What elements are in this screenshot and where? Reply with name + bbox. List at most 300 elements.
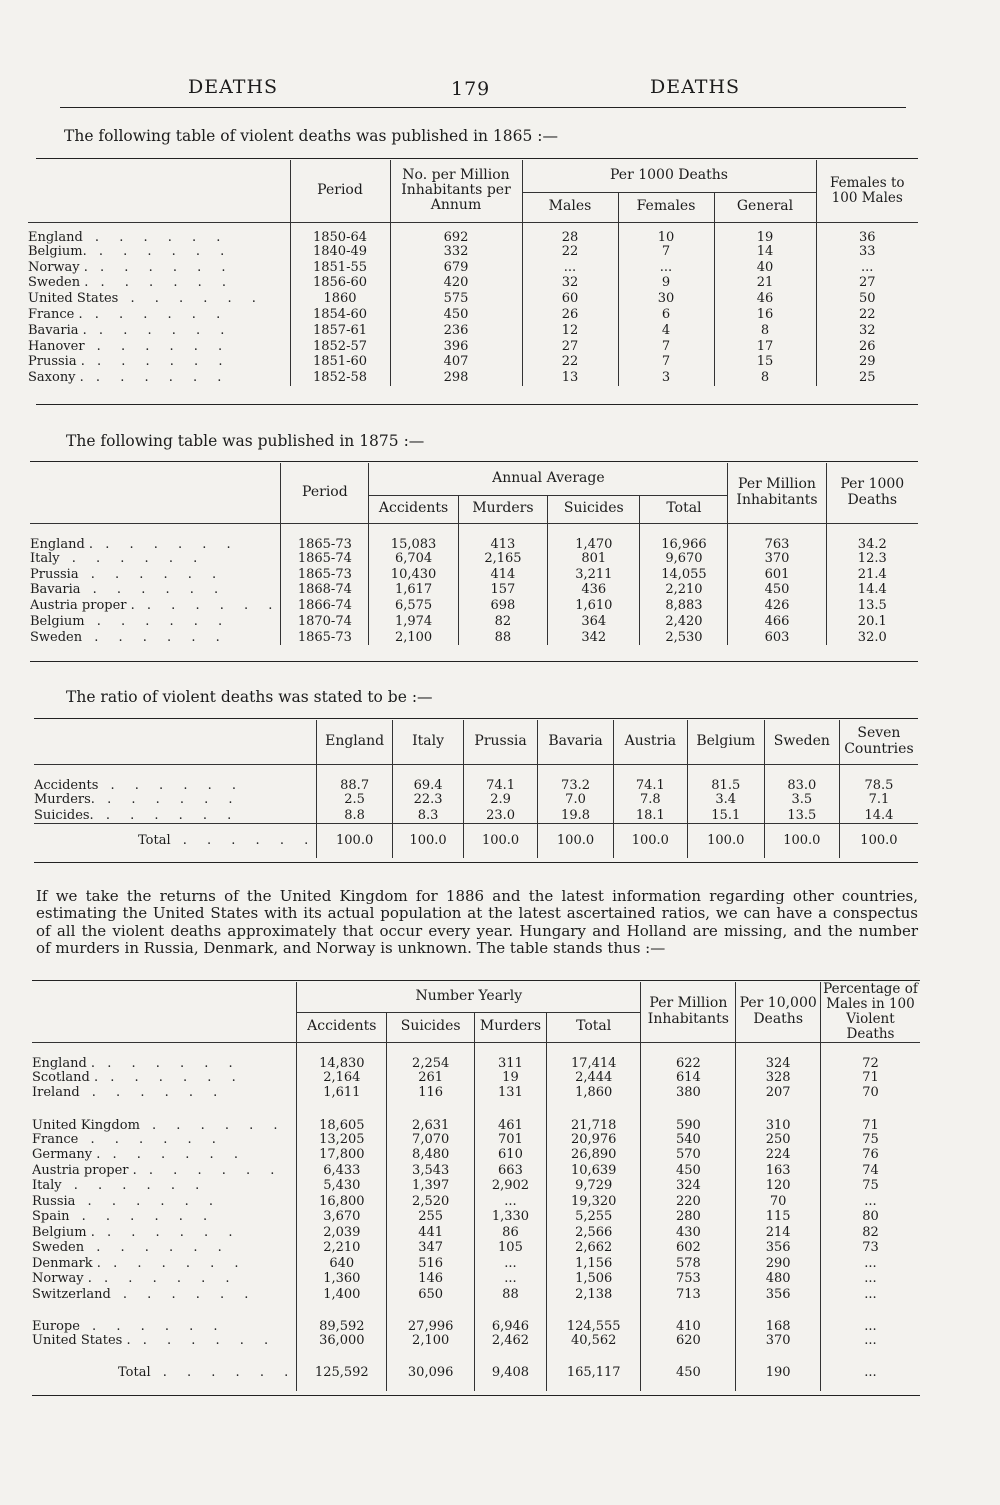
table-cell: 15 <box>714 354 816 370</box>
t1-header-period: Period <box>290 160 390 222</box>
row-label: Italy <box>30 550 60 566</box>
table-row <box>32 1163 920 1179</box>
table-cell: 396 <box>390 338 522 354</box>
table-cell: ... <box>474 1194 546 1210</box>
row-label: England <box>28 229 83 244</box>
header-rule <box>60 107 906 108</box>
table-cell: 601 <box>728 566 826 582</box>
table-cell: 2,210 <box>640 582 728 598</box>
row-label-cell <box>30 566 281 582</box>
table-cell: 3,670 <box>297 1209 387 1225</box>
table-cell: 80 <box>821 1209 921 1225</box>
row-label-cell <box>28 338 290 354</box>
table-cell: 9,670 <box>640 551 728 567</box>
table-cell: 220 <box>641 1194 736 1210</box>
table-cell: 1,400 <box>297 1287 387 1303</box>
table-cell: 311 <box>474 1042 546 1070</box>
dot-leader: . . . . . . <box>91 1271 238 1287</box>
row-label: Scotland . <box>32 1069 99 1085</box>
table-row <box>32 1287 920 1303</box>
row-label: Norway . <box>32 1271 92 1287</box>
table-cell: 2,138 <box>547 1287 641 1303</box>
table-cell: 622 <box>641 1042 736 1070</box>
table-cell: 8 <box>714 370 816 386</box>
table-row <box>32 1271 920 1287</box>
t1-header-males: Males <box>522 192 618 222</box>
row-label: United States . <box>32 1333 131 1349</box>
t1-header-per1000: Per 1000 Deaths <box>522 160 816 192</box>
t2-header-murders: Murders <box>458 495 547 523</box>
table-cell: 280 <box>641 1209 736 1225</box>
table-cell: 450 <box>728 582 826 598</box>
t4-header-accidents: Accidents <box>297 1012 387 1042</box>
table-cell: 3 <box>618 370 714 386</box>
t2-header-total: Total <box>640 495 728 523</box>
table-cell: ... <box>821 1287 921 1303</box>
table-cell: 16,966 <box>640 523 728 551</box>
table4 <box>32 982 920 1391</box>
table-row <box>28 370 918 386</box>
dot-leader: . . . . . . <box>100 1255 247 1271</box>
table-cell: 1840-49 <box>290 244 390 260</box>
row-label-cell <box>32 1302 297 1333</box>
table-cell: 1868-74 <box>281 582 369 598</box>
table3-intro: The ratio of violent deaths was stated to be :— <box>66 688 433 706</box>
row-label: Ireland <box>32 1085 80 1101</box>
row-label-cell <box>32 1225 297 1241</box>
table-cell: 3,211 <box>548 566 640 582</box>
t4-header-total: Total <box>547 1012 641 1042</box>
table-cell: 224 <box>736 1147 821 1163</box>
table3-top-rule <box>34 718 918 719</box>
table-cell: 13 <box>522 370 618 386</box>
table-cell: 2,165 <box>458 551 547 567</box>
table2-body <box>30 523 918 645</box>
row-label: United States <box>28 291 119 307</box>
table-row <box>28 354 918 370</box>
row-label-cell <box>30 551 281 567</box>
table-row <box>30 582 918 598</box>
table-cell: 12.3 <box>826 551 918 567</box>
table-cell: 78.5 <box>839 764 918 792</box>
table-cell: 570 <box>641 1147 736 1163</box>
row-label: Belgium. <box>28 243 87 259</box>
table-cell: 9,408 <box>474 1349 546 1391</box>
row-label: Germany . <box>32 1147 101 1163</box>
table-cell: 414 <box>458 566 547 582</box>
table-row <box>32 1209 920 1225</box>
table-cell: 450 <box>641 1163 736 1179</box>
table-cell: 590 <box>641 1101 736 1132</box>
table-cell: 602 <box>641 1240 736 1256</box>
table-cell: 410 <box>641 1302 736 1333</box>
table-cell: 12 <box>522 322 618 338</box>
table-cell: 663 <box>474 1163 546 1179</box>
table-cell: 100.0 <box>393 824 464 858</box>
dot-leader: . . . . . . <box>100 1147 246 1163</box>
row-label-cell <box>32 1101 297 1132</box>
t1-header-females: Females <box>618 192 714 222</box>
t1-header-general: General <box>714 192 816 222</box>
t3-header-col: Prussia <box>464 720 538 764</box>
table-cell: 105 <box>474 1240 546 1256</box>
table-cell: 13.5 <box>826 598 918 614</box>
table-cell: 1,397 <box>387 1178 475 1194</box>
table-cell: 1,610 <box>548 598 640 614</box>
table-cell: 163 <box>736 1163 821 1179</box>
row-label-cell <box>32 1349 297 1391</box>
table-cell: 3.4 <box>687 792 764 808</box>
t2-header-annual-average: Annual Average <box>369 463 728 495</box>
table-cell: 33 <box>816 244 918 260</box>
table-cell: 75 <box>821 1132 921 1148</box>
table-row <box>32 1333 920 1349</box>
row-label: Austria proper . <box>30 598 135 614</box>
table-cell: 14,055 <box>640 566 728 582</box>
table-cell: 347 <box>387 1240 475 1256</box>
table-cell: 2,444 <box>547 1070 641 1086</box>
dot-leader: . . . . . . <box>118 291 264 307</box>
table-cell: 2,100 <box>387 1333 475 1349</box>
table-cell: 2,420 <box>640 614 728 630</box>
table1-top-rule <box>36 158 918 159</box>
table-row <box>32 1042 920 1070</box>
table-cell: 20.1 <box>826 614 918 630</box>
t2-header-suicides: Suicides <box>548 495 640 523</box>
row-label: Saxony . <box>28 370 84 386</box>
table-row <box>28 338 918 354</box>
t1-header-million: No. per Million Inhabitants per Annum <box>390 160 522 222</box>
dot-leader: . . . . . . <box>79 1085 226 1101</box>
row-label: England . <box>30 536 94 551</box>
table-cell: 16 <box>714 307 816 323</box>
table-cell: 73.2 <box>538 764 614 792</box>
row-label: Total <box>138 833 171 849</box>
table-cell: 603 <box>728 629 826 645</box>
t3-header-col: Italy <box>393 720 464 764</box>
t3-header-col: Bavaria <box>538 720 614 764</box>
dot-leader: . . . . . . <box>79 1319 226 1333</box>
table-cell: 261 <box>387 1070 475 1086</box>
row-label-cell <box>34 764 317 792</box>
table-row <box>32 1101 920 1132</box>
row-label-cell <box>32 1178 297 1194</box>
table2-top-rule <box>30 461 918 462</box>
row-label: Russia <box>32 1193 76 1209</box>
dot-leader: . . . . . . <box>95 1055 241 1070</box>
dot-leader: . . . . . . <box>170 833 317 849</box>
row-label-cell <box>28 222 290 244</box>
table-row <box>28 259 918 275</box>
table-cell: 10 <box>618 222 714 244</box>
t3-header-col: Seven Countries <box>839 720 918 764</box>
table-cell: 620 <box>641 1333 736 1349</box>
table-cell: 69.4 <box>393 764 464 792</box>
row-label: Belgium . <box>32 1224 95 1240</box>
table-cell: 14.4 <box>826 582 918 598</box>
table-row <box>28 307 918 323</box>
table-cell: 1,611 <box>297 1085 387 1101</box>
table-cell: 1852-58 <box>290 370 390 386</box>
table-cell: 22 <box>816 307 918 323</box>
table-cell: 157 <box>458 582 547 598</box>
row-label-cell <box>32 1240 297 1256</box>
table-cell: 2.9 <box>464 792 538 808</box>
table-cell: 70 <box>736 1194 821 1210</box>
table-cell: 40,562 <box>547 1333 641 1349</box>
dot-leader: . . . . . . <box>130 1333 277 1349</box>
t4-header-number-yearly: Number Yearly <box>297 982 641 1012</box>
dot-leader: . . . . . . <box>134 598 281 614</box>
table-cell: ... <box>618 259 714 275</box>
dot-leader: . . . . . . <box>84 338 231 354</box>
table-cell: 60 <box>522 291 618 307</box>
t1-header-females-to-males: Females to 100 Males <box>816 160 918 222</box>
row-label-cell <box>28 354 290 370</box>
row-label: Sweden <box>30 629 83 645</box>
t4-header-murders: Murders <box>474 1012 546 1042</box>
table4-bottom-rule <box>32 1395 920 1396</box>
table-cell: 7 <box>618 244 714 260</box>
row-label-cell <box>28 259 290 275</box>
t4-header-suicides: Suicides <box>387 1012 475 1042</box>
table-cell: 32.0 <box>826 629 918 645</box>
table-cell: 40 <box>714 259 816 275</box>
table1-body <box>28 222 918 386</box>
table-cell: 324 <box>641 1178 736 1194</box>
t2-header-accidents: Accidents <box>369 495 458 523</box>
dot-leader: . . . . . . <box>59 550 206 566</box>
table-cell: 801 <box>548 551 640 567</box>
table-cell: 610 <box>474 1147 546 1163</box>
table-cell: 1,974 <box>369 614 458 630</box>
table-cell: 332 <box>390 244 522 260</box>
row-label-cell <box>28 275 290 291</box>
dot-leader: . . . . . . <box>93 536 239 551</box>
table-cell: 19,320 <box>547 1194 641 1210</box>
table-cell: ... <box>821 1271 921 1287</box>
table-cell: 22 <box>522 354 618 370</box>
table-cell: 2,631 <box>387 1101 475 1132</box>
t3-header-col: England <box>317 720 393 764</box>
table-cell: 8.8 <box>317 808 393 824</box>
row-label-cell <box>32 1070 297 1086</box>
table-cell: 8,883 <box>640 598 728 614</box>
table-cell: 190 <box>736 1349 821 1391</box>
dot-leader: . . . . . . <box>69 1209 216 1225</box>
table-cell: 1,360 <box>297 1271 387 1287</box>
table-cell: 21 <box>714 275 816 291</box>
row-label: France . <box>28 307 83 323</box>
table4-body <box>32 1042 920 1391</box>
row-label: France <box>32 1131 79 1147</box>
table-cell: 74 <box>821 1163 921 1179</box>
paragraph-line: of all the violent deaths approximately that occur every year. Hungary and Holland are missing, and the number <box>36 921 918 940</box>
table-cell: 255 <box>387 1209 475 1225</box>
table-cell: 763 <box>728 523 826 551</box>
table-cell: 1866-74 <box>281 598 369 614</box>
table-cell: 380 <box>641 1085 736 1101</box>
row-label-cell <box>34 824 317 858</box>
dot-leader: . . . . . . <box>87 259 234 275</box>
table-cell: 698 <box>458 598 547 614</box>
table-cell: 25 <box>816 370 918 386</box>
table-cell: 3,543 <box>387 1163 475 1179</box>
table-cell: 1,156 <box>547 1256 641 1272</box>
table1-intro: The following table of violent deaths was published in 1865 :— <box>64 127 559 145</box>
table-cell: 168 <box>736 1302 821 1333</box>
table-cell: 6,433 <box>297 1163 387 1179</box>
table-row <box>30 598 918 614</box>
table-row <box>30 523 918 551</box>
table-cell: 290 <box>736 1256 821 1272</box>
row-label-cell <box>34 808 317 824</box>
t4-header-pct-males: Percentage of Males in 100 Violent Deaths <box>821 982 921 1042</box>
table-cell: 356 <box>736 1287 821 1303</box>
table-cell: 30,096 <box>387 1349 475 1391</box>
dot-leader: . . . . . . <box>61 1178 208 1194</box>
table-cell: 32 <box>522 275 618 291</box>
table-cell: 1,506 <box>547 1271 641 1287</box>
table-cell: 7.1 <box>839 792 918 808</box>
table-cell: ... <box>474 1271 546 1287</box>
table-cell: 426 <box>728 598 826 614</box>
table-cell: 2,100 <box>369 629 458 645</box>
table-cell: 2,520 <box>387 1194 475 1210</box>
table-cell: 18.1 <box>614 808 688 824</box>
row-label: Europe <box>32 1319 80 1333</box>
row-label: Hanover <box>28 338 85 354</box>
t3-header-col: Belgium <box>687 720 764 764</box>
table-cell: 23.0 <box>464 808 538 824</box>
table2-bottom-rule <box>30 661 918 662</box>
t2-header-per1000: Per 1000 Deaths <box>826 463 918 523</box>
table-cell: 115 <box>736 1209 821 1225</box>
table-cell: 7 <box>618 354 714 370</box>
table-row <box>32 1240 920 1256</box>
table-row <box>30 614 918 630</box>
table-cell: 165,117 <box>547 1349 641 1391</box>
dot-leader: . . . . . . <box>80 582 227 598</box>
table-cell: 19 <box>474 1070 546 1086</box>
table-cell: 100.0 <box>687 824 764 858</box>
row-label-cell <box>28 307 290 323</box>
table-cell: 1851-60 <box>290 354 390 370</box>
row-label-cell <box>32 1209 297 1225</box>
row-label: Prussia . <box>28 354 85 370</box>
row-label-cell <box>28 370 290 386</box>
table-row <box>30 551 918 567</box>
table-cell: 364 <box>548 614 640 630</box>
row-label: Norway . <box>28 259 88 275</box>
table-cell: 1856-60 <box>290 275 390 291</box>
table-cell: 72 <box>821 1042 921 1070</box>
table-cell: 6,575 <box>369 598 458 614</box>
dot-leader: . . . . . . <box>83 370 230 386</box>
table-cell: 2,254 <box>387 1042 475 1070</box>
table-cell: 20,976 <box>547 1132 641 1148</box>
table-cell: ... <box>821 1194 921 1210</box>
table-cell: 2,902 <box>474 1178 546 1194</box>
row-label: Sweden . <box>28 275 89 291</box>
row-label-cell <box>32 1147 297 1163</box>
dot-leader: . . . . . . <box>78 566 225 582</box>
table-cell: 125,592 <box>297 1349 387 1391</box>
table-cell: ... <box>821 1256 921 1272</box>
row-label-cell <box>28 322 290 338</box>
table-cell: 27 <box>522 338 618 354</box>
row-label: Belgium <box>30 614 85 630</box>
row-label-cell <box>32 1194 297 1210</box>
table-cell: 5,430 <box>297 1178 387 1194</box>
table-cell: 17,800 <box>297 1147 387 1163</box>
row-label: Austria proper . <box>32 1162 137 1178</box>
row-label-cell <box>30 629 281 645</box>
row-label: Accidents <box>34 777 99 792</box>
table-cell: 342 <box>548 629 640 645</box>
running-header-right: DEATHS <box>650 76 741 98</box>
table-cell: 81.5 <box>687 764 764 792</box>
table-cell: 1857-61 <box>290 322 390 338</box>
table-cell: 692 <box>390 222 522 244</box>
table-cell: 650 <box>387 1287 475 1303</box>
table-cell: 2.5 <box>317 792 393 808</box>
table-cell: 18,605 <box>297 1101 387 1132</box>
table-cell: 46 <box>714 291 816 307</box>
table-cell: 753 <box>641 1271 736 1287</box>
table-cell: 370 <box>728 551 826 567</box>
table-cell: 2,566 <box>547 1225 641 1241</box>
table-cell: 1,470 <box>548 523 640 551</box>
table3-bottom-rule <box>34 862 918 863</box>
row-label: Italy <box>32 1178 62 1194</box>
dot-leader: . . . . . . <box>82 229 229 244</box>
conspectus-paragraph <box>36 888 918 957</box>
running-header-left: DEATHS <box>188 76 279 98</box>
table-cell: 100.0 <box>464 824 538 858</box>
row-label: Spain <box>32 1209 70 1225</box>
table-cell: 578 <box>641 1256 736 1272</box>
table-cell: 679 <box>390 259 522 275</box>
table-row <box>32 1147 920 1163</box>
table-cell: 14 <box>714 244 816 260</box>
dot-leader: . . . . . . <box>84 614 231 630</box>
table-cell: 713 <box>641 1287 736 1303</box>
table2 <box>30 463 918 645</box>
table-cell: 1851-55 <box>290 259 390 275</box>
table-cell: 1865-73 <box>281 629 369 645</box>
table-cell: 1865-74 <box>281 551 369 567</box>
table-cell: 17,414 <box>547 1042 641 1070</box>
table-cell: 9,729 <box>547 1178 641 1194</box>
table-cell: 88 <box>458 629 547 645</box>
dot-leader: . . . . . . <box>98 777 244 792</box>
dot-leader: . . . . . . <box>75 1193 222 1209</box>
row-label: Murders. <box>34 792 95 807</box>
dot-leader: . . . . . . <box>86 243 233 259</box>
table-cell: 5,255 <box>547 1209 641 1225</box>
table-cell: 430 <box>641 1225 736 1241</box>
table-cell: 36 <box>816 222 918 244</box>
table-cell: 8.3 <box>393 808 464 824</box>
table-cell: 82 <box>458 614 547 630</box>
table-cell: 407 <box>390 354 522 370</box>
table-cell: 413 <box>458 523 547 551</box>
table-cell: 15.1 <box>687 808 764 824</box>
row-label: Suicides. <box>34 807 94 823</box>
table-cell: 50 <box>816 291 918 307</box>
table-cell: 356 <box>736 1240 821 1256</box>
